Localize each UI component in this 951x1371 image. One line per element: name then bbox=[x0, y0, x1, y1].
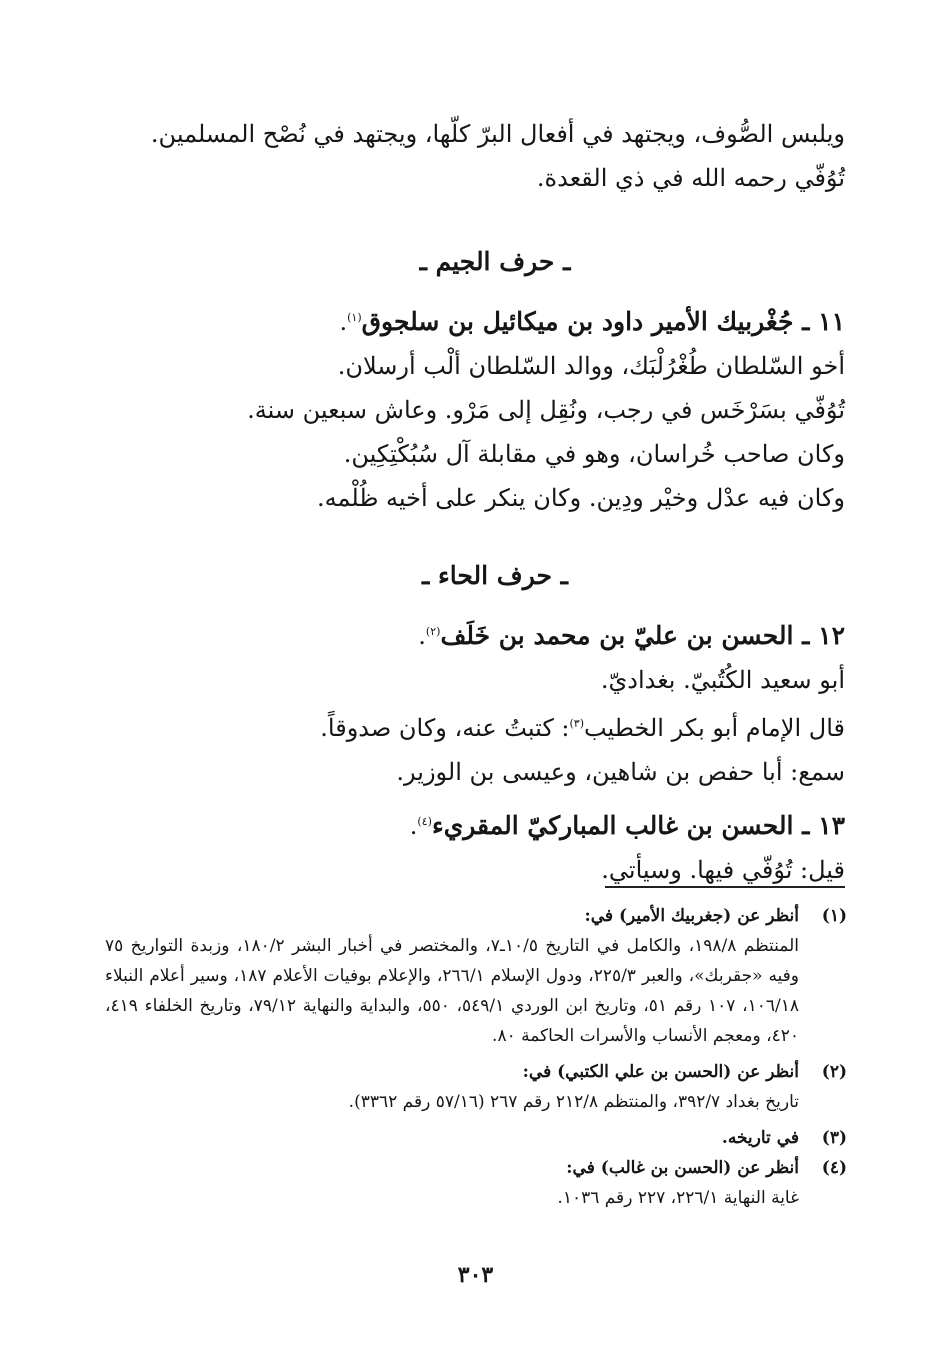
footnote-1 bbox=[105, 901, 847, 1051]
entry-13-end: . bbox=[409, 812, 418, 840]
main-text bbox=[145, 112, 845, 892]
text-line: أبو سعيد الكُتُبيّ. بغداديّ. bbox=[600, 666, 845, 694]
footnote-ref-2: (٢) bbox=[425, 625, 441, 638]
footnote-intro: أنظر عن (الحسن بن غالب) في: bbox=[566, 1158, 799, 1178]
text-line: تُوُفّي بسَرْخَس في رجب، ونُقِل إلى مَرْو. وعاش سبعين سنة. bbox=[247, 396, 845, 424]
text-line: تُوُفّي رحمه الله في ذي القعدة. bbox=[536, 164, 845, 192]
text-line: وكان صاحب خُراسان، وهو في مقابلة آل سُبُكْتِكِين. bbox=[343, 440, 845, 468]
footnote-ref-3: (٣) bbox=[569, 717, 584, 730]
footnote-number: (٣) bbox=[821, 1128, 847, 1148]
text-line: سمع: أبا حفص بن شاهين، وعيسى بن الوزير. bbox=[396, 758, 845, 786]
footnote-number: (٢) bbox=[821, 1062, 847, 1082]
entry-13-title: ١٣ ـ الحسن بن غالب المباركيّ المقريء bbox=[431, 811, 845, 840]
entry-12-title: ١٢ ـ الحسن بن عليّ بن محمد بن خَلَف bbox=[440, 621, 845, 650]
text-line bbox=[145, 702, 845, 750]
footnote-number: (١) bbox=[821, 906, 847, 926]
footnote-3 bbox=[105, 1123, 847, 1153]
entry-11-end: . bbox=[339, 308, 348, 336]
footnote-body: المنتظم ١٩٨/٨، والكامل في التاريخ ١٠/٥ـ٧، والمختصر في أخبار البشر ١٨٠/٢، وزبدة التواريخ ٧٥ وفيه «جقربك»، والعبر ٢٢٥/٣، ودول الإسلام ٢٦٦/١، والإعلام بوفيات الأعلام ١٨٧، وسير أعلام النبلاء ١٠٦/١٨، ١٠٧ رقم ٥١، وتاريخ ابن الوردي ٥٤٩/١، ٥٥٠، والبداية والنهاية ٧٩/١٢، وتاريخ الخلفاء ٤١٩، ٤٢٠، ومعجم الأنساب والأسرات الحاكمة ٨٠. bbox=[105, 936, 800, 1046]
entry-11-header bbox=[145, 296, 845, 344]
footnotes bbox=[105, 901, 847, 1219]
text-line: أخو السّلطان طُغْرُلْبَك، ووالد السّلطان ألْب أرسلان. bbox=[337, 352, 845, 380]
section-heading-ha: ـ حرف الحاء ـ bbox=[422, 561, 568, 590]
section-heading-jim: ـ حرف الجيم ـ bbox=[419, 247, 571, 276]
footnote-body: تاريخ بغداد ٣٩٢/٧، والمنتظم ٢١٢/٨ رقم ٢٦٧ (٥٧/١٦ رقم ٣٣٦٢). bbox=[348, 1092, 799, 1112]
text-line: قيل: تُوُفّي فيها. وسيأتي. bbox=[601, 856, 845, 884]
footnote-2 bbox=[105, 1057, 847, 1117]
footnote-intro: في تاريخه. bbox=[721, 1128, 799, 1148]
page-number: ٣٠٣ bbox=[457, 1262, 494, 1288]
entry-13-header bbox=[145, 800, 845, 848]
footnote-4 bbox=[105, 1153, 847, 1213]
footnote-intro: أنظر عن (جغربيك الأمير) في: bbox=[584, 906, 799, 926]
entry-12-end: . bbox=[418, 622, 426, 650]
footnote-body: غاية النهاية ٢٢٦/١، ٢٢٧ رقم ١٠٣٦. bbox=[557, 1188, 799, 1208]
text-line: وكان فيه عدْل وخيْر ودِين. وكان ينكر على أخيه ظُلْمه. bbox=[317, 484, 845, 512]
footnote-number: (٤) bbox=[821, 1158, 847, 1178]
entry-12-header bbox=[145, 610, 845, 658]
footnote-intro: أنظر عن (الحسن بن علي الكتبي) في: bbox=[522, 1062, 799, 1082]
text-line: ويلبس الصُّوف، ويجتهد في أفعال البرّ كلّها، ويجتهد في نُصْح المسلمين. bbox=[150, 120, 845, 148]
text-segment: : كتبتُ عنه، وكان صدوقاً. bbox=[320, 714, 570, 742]
footnote-ref-4: (٤) bbox=[417, 815, 432, 828]
text-segment: قال الإمام أبو بكر الخطيب bbox=[583, 714, 845, 742]
entry-11-title: ١١ ـ جُغْربيك الأمير داود بن ميكائيل بن سلجوق bbox=[361, 307, 845, 336]
footnote-ref-1: (١) bbox=[347, 311, 362, 324]
footnote-separator bbox=[605, 886, 845, 888]
